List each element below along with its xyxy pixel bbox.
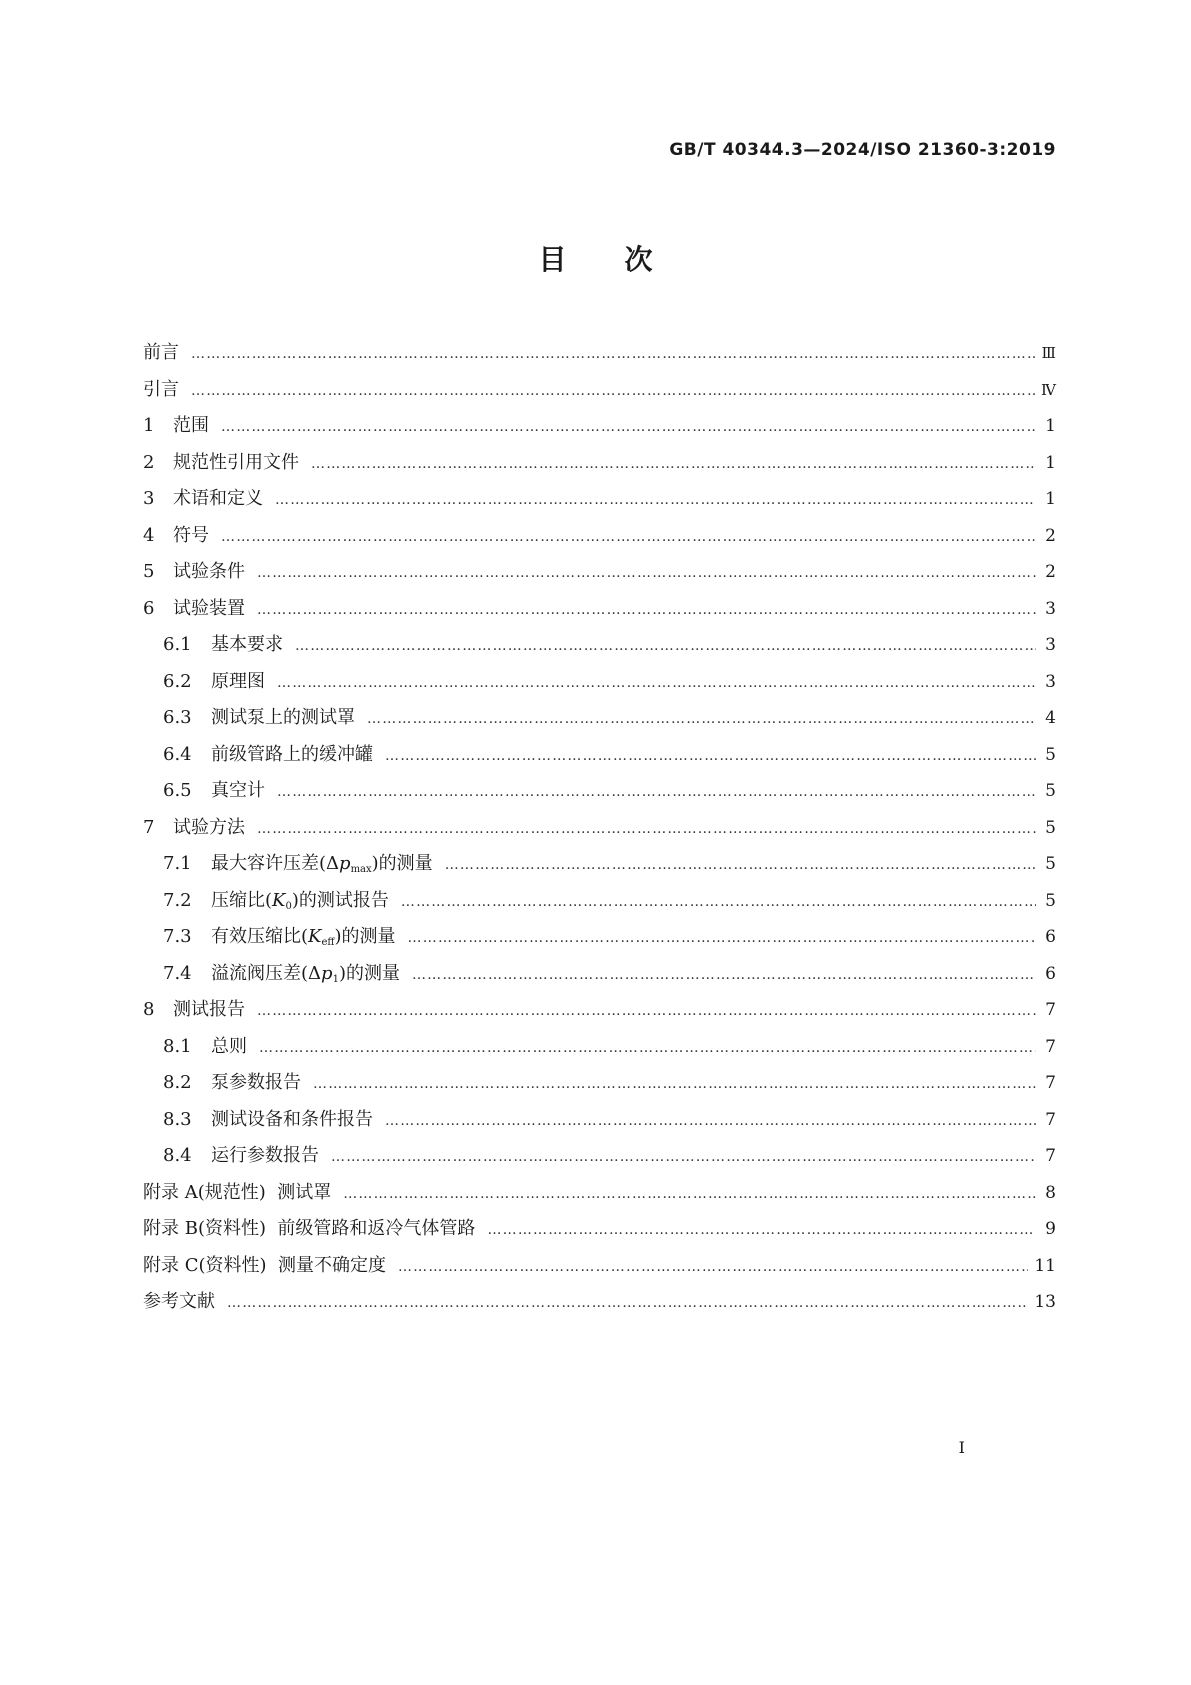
toc-entry-page: 5 xyxy=(1045,817,1056,838)
toc-leader-dots xyxy=(398,1259,1028,1275)
toc-entry-number: 6 xyxy=(143,597,155,619)
toc-entry-page: 4 xyxy=(1045,708,1056,728)
toc-entry-number: 6.1 xyxy=(163,634,192,655)
toc-leader-dots xyxy=(257,602,1036,618)
toc-entry-1[interactable] xyxy=(143,411,1056,448)
toc-entry-7-2[interactable] xyxy=(143,886,1056,923)
toc-leader-dots xyxy=(412,967,1036,983)
toc-entry-number: 6.3 xyxy=(163,707,192,728)
toc-leader-dots xyxy=(277,784,1036,800)
toc-entry-label: 试验装置 xyxy=(173,597,245,619)
toc-entry-page: 8 xyxy=(1045,1182,1056,1203)
toc-entry-introduction[interactable] xyxy=(143,375,1056,412)
toc-entry-4[interactable] xyxy=(143,521,1056,558)
toc-entry-number: 7.4 xyxy=(163,962,192,984)
toc-entry-page: 7 xyxy=(1045,1036,1056,1057)
toc-leader-dots xyxy=(408,930,1036,946)
toc-leader-dots xyxy=(191,383,1035,399)
toc-entry-label: 测试泵上的测试罩 xyxy=(211,707,355,728)
toc-entry-number: 7 xyxy=(143,816,155,838)
toc-leader-dots xyxy=(257,821,1036,837)
toc-entry-foreword[interactable] xyxy=(143,338,1056,375)
toc-entry-label: 前言 xyxy=(143,342,179,363)
toc-entry-page: 5 xyxy=(1045,854,1056,874)
toc-entry-page: 7 xyxy=(1045,1000,1056,1020)
toc-entry-2[interactable] xyxy=(143,448,1056,485)
toc-entry-5[interactable] xyxy=(143,557,1056,594)
toc-entry-label: 术语和定义 xyxy=(173,488,263,509)
toc-leader-dots xyxy=(331,1149,1036,1165)
toc-leader-dots xyxy=(227,1295,1028,1311)
toc-entry-label: 原理图 xyxy=(211,670,265,692)
standard-code: GB/T 40344.3—2024/ISO 21360-3:2019 xyxy=(669,140,1056,160)
toc-entry-page: 7 xyxy=(1045,1073,1056,1093)
toc-entry-label: 前级管路上的缓冲罐 xyxy=(211,743,373,765)
toc-entry-8-2[interactable] xyxy=(143,1068,1056,1105)
toc-entry-number: 2 xyxy=(143,451,155,473)
toc-entry-number: 8.4 xyxy=(163,1145,192,1166)
toc-entry-label: 运行参数报告 xyxy=(211,1145,319,1166)
toc-entry-page: 1 xyxy=(1045,452,1056,473)
toc-entry-label: 附录 A(规范性) 测试罩 xyxy=(143,1181,332,1203)
toc-entry-8-3[interactable] xyxy=(143,1105,1056,1142)
toc-entry-page: 11 xyxy=(1034,1255,1056,1276)
toc-entry-appendix-a[interactable] xyxy=(143,1178,1056,1215)
toc-entry-page: 6 xyxy=(1045,963,1056,984)
toc-entry-page: 13 xyxy=(1034,1292,1056,1312)
toc-entry-page: 3 xyxy=(1045,598,1056,619)
toc-entry-page: 2 xyxy=(1045,562,1056,582)
toc-entry-number: 7.3 xyxy=(163,926,192,947)
toc-entry-3[interactable] xyxy=(143,484,1056,521)
toc-entry-page: 3 xyxy=(1045,635,1056,655)
toc-entry-label: 压缩比$(K_0)$的测试报告 xyxy=(211,889,389,912)
toc-entry-label: 溢流阀压差$(\Delta p_1)$的测量 xyxy=(211,962,400,985)
toc-leader-dots xyxy=(367,711,1036,727)
toc-entry-number: 4 xyxy=(143,524,155,546)
toc-entry-page: 7 xyxy=(1045,1109,1056,1130)
toc-entry-page: 1 xyxy=(1045,416,1056,436)
toc-entry-label: 规范性引用文件 xyxy=(173,451,299,473)
toc-leader-dots xyxy=(401,894,1036,910)
toc-entry-page: 9 xyxy=(1045,1219,1056,1239)
toc-leader-dots xyxy=(385,748,1036,764)
toc-leader-dots xyxy=(259,1040,1036,1056)
page-title: 目次 xyxy=(538,243,711,276)
toc-leader-dots xyxy=(191,346,1036,362)
toc-leader-dots xyxy=(343,1186,1036,1202)
toc-leader-dots xyxy=(221,419,1036,435)
toc-entry-number: 6.4 xyxy=(163,743,192,765)
toc-entry-page: 3 xyxy=(1045,671,1056,692)
toc-entry-label: 有效压缩比$(K_{eff})$的测量 xyxy=(211,926,396,948)
toc-entry-label: 参考文献 xyxy=(143,1291,215,1312)
toc-entry-references[interactable] xyxy=(143,1287,1056,1324)
toc-entry-page: 6 xyxy=(1045,927,1056,947)
toc-entry-6-4[interactable] xyxy=(143,740,1056,777)
toc-entry-label: 附录 B(资料性) 前级管路和返冷气体管路 xyxy=(143,1218,476,1239)
toc-entry-appendix-b[interactable] xyxy=(143,1214,1056,1251)
toc-entry-label: 基本要求 xyxy=(211,634,283,655)
toc-entry-7[interactable] xyxy=(143,813,1056,850)
toc-entry-6-2[interactable] xyxy=(143,667,1056,704)
toc-leader-dots xyxy=(295,638,1036,654)
toc-entry-page: 2 xyxy=(1045,525,1056,546)
toc-entry-6[interactable] xyxy=(143,594,1056,631)
toc-entry-label: 符号 xyxy=(173,524,209,546)
toc-entry-label: 试验条件 xyxy=(173,561,245,582)
toc-entry-number: 1 xyxy=(143,415,155,436)
toc-leader-dots xyxy=(257,1003,1036,1019)
toc-entry-label: 试验方法 xyxy=(173,816,245,838)
toc-entry-8-4[interactable] xyxy=(143,1141,1056,1178)
toc-entry-label: 测试设备和条件报告 xyxy=(211,1108,373,1130)
toc-entry-page: 1 xyxy=(1045,489,1056,509)
toc-entry-page: 7 xyxy=(1045,1146,1056,1166)
toc-entry-label: 引言 xyxy=(143,378,179,400)
toc-entry-7-4[interactable] xyxy=(143,959,1056,996)
toc-leader-dots xyxy=(277,675,1036,691)
toc-entry-number: 3 xyxy=(143,488,155,509)
toc-entry-page: Ⅲ xyxy=(1041,344,1056,362)
toc-entry-page: 5 xyxy=(1045,781,1056,801)
toc-entry-number: 7.2 xyxy=(163,889,192,911)
toc-entry-number: 6.5 xyxy=(163,780,192,801)
toc-entry-8[interactable] xyxy=(143,995,1056,1032)
toc-entry-6-5[interactable] xyxy=(143,776,1056,813)
toc-entry-label: 泵参数报告 xyxy=(211,1072,301,1093)
table-of-contents xyxy=(143,338,1056,1324)
toc-entry-appendix-c[interactable] xyxy=(143,1251,1056,1288)
toc-leader-dots xyxy=(275,492,1036,508)
toc-entry-number: 8.3 xyxy=(163,1108,192,1130)
toc-entry-number: 8.2 xyxy=(163,1072,192,1093)
toc-entry-label: 最大容许压差$(\Delta p_{max})$的测量 xyxy=(211,853,433,875)
toc-entry-7-3[interactable] xyxy=(143,922,1056,959)
toc-entry-page: 5 xyxy=(1045,890,1056,911)
toc-entry-label: 范围 xyxy=(173,415,209,436)
toc-entry-number: 6.2 xyxy=(163,670,192,692)
toc-entry-label: 真空计 xyxy=(211,780,265,801)
toc-entry-label: 总则 xyxy=(211,1035,247,1057)
toc-leader-dots xyxy=(221,529,1036,545)
toc-leader-dots xyxy=(313,1076,1036,1092)
page-number: I xyxy=(958,1438,965,1457)
toc-leader-dots xyxy=(445,857,1036,873)
toc-entry-page: Ⅳ xyxy=(1041,380,1056,399)
toc-leader-dots xyxy=(487,1222,1036,1238)
toc-entry-number: 8.1 xyxy=(163,1035,192,1057)
toc-entry-number: 5 xyxy=(143,561,155,582)
toc-leader-dots xyxy=(311,456,1036,472)
toc-leader-dots xyxy=(385,1113,1036,1129)
toc-entry-6-3[interactable] xyxy=(143,703,1056,740)
toc-entry-6-1[interactable] xyxy=(143,630,1056,667)
toc-leader-dots xyxy=(257,565,1036,581)
toc-entry-number: 8 xyxy=(143,999,155,1020)
toc-entry-7-1[interactable] xyxy=(143,849,1056,886)
toc-entry-label: 附录 C(资料性) 测量不确定度 xyxy=(143,1254,386,1276)
toc-entry-page: 5 xyxy=(1045,744,1056,765)
toc-entry-number: 7.1 xyxy=(163,853,192,874)
toc-entry-label: 测试报告 xyxy=(173,999,245,1020)
toc-entry-8-1[interactable] xyxy=(143,1032,1056,1069)
